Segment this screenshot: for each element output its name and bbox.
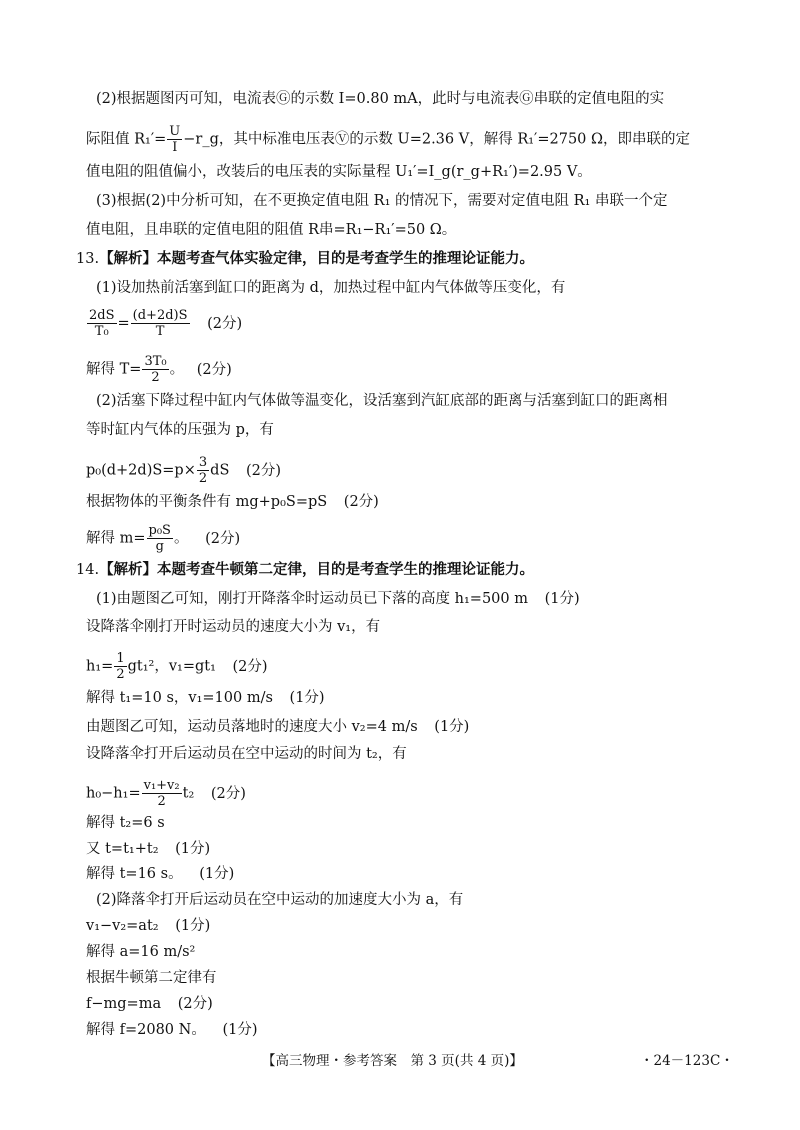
- text-line: (2)活塞下降过程中缸内气体做等温变化，设活塞到汽缸底部的距离与活塞到缸口的距离相: [96, 393, 668, 409]
- equation-line: h₀−h₁= $\frac{\text{v₁+v₂}}{2}$ t₂ (2分): [86, 778, 246, 809]
- text-line: (2)根据题图丙可知，电流表Ⓖ的示数 I=0.80 mA，此时与电流表Ⓖ串联的定值电阻的实: [96, 91, 665, 107]
- text-line: 等时缸内气体的压强为 p，有: [86, 422, 274, 438]
- text-line: 解得 f=2080 N。 (1分): [86, 1022, 258, 1038]
- text-line: 解得 t=16 s。 (1分): [86, 866, 235, 882]
- section-heading-13: 13.【解析】本题考查气体实验定律，目的是考查学生的推理论证能力。: [76, 250, 535, 267]
- text-line: 际阻值 R₁′= $\frac{U}{I}$ −r_g，其中标准电压表Ⓥ的示数 U=2.36 V，解得 R₁′=2750 Ω，即串联的定: [86, 124, 691, 155]
- text-line: 设降落伞打开后运动员在空中运动的时间为 t₂，有: [86, 746, 407, 762]
- text-line: 又 t=t₁+t₂ (1分): [86, 841, 211, 857]
- fraction: $\frac{\text{3T₀}}{2}$: [144, 354, 167, 385]
- text-line: (1)设加热前活塞到缸口的距离为 d，加热过程中缸内气体做等压变化，有: [96, 280, 566, 296]
- text-line: v₁−v₂=at₂ (1分): [86, 918, 211, 934]
- text-line: 解得 t₂=6 s: [86, 815, 165, 831]
- text-line: 解得 a=16 m/s²: [86, 944, 196, 960]
- fraction: $\frac{U}{I}$: [169, 124, 181, 155]
- fraction: $\frac{(d+2d)S}{T}$: [132, 308, 188, 339]
- text-line: 设降落伞刚打开时运动员的速度大小为 v₁，有: [86, 619, 381, 635]
- equation-line: 解得 m= $\frac{\text{p₀S}}{g}$ 。 (2分): [86, 523, 241, 554]
- text-line: (2)降落伞打开后运动员在空中运动的加速度大小为 a，有: [96, 892, 464, 908]
- footer-page-info: 【高三物理・参考答案 第 3 页(共 4 页)】: [262, 1053, 523, 1069]
- fraction: $\frac{\text{p₀S}}{g}$: [148, 523, 171, 554]
- fraction: $\frac{3}{2}$: [198, 455, 208, 486]
- footer-code: ・24－123C・: [640, 1053, 734, 1069]
- equation-line: h₁= $\frac{1}{2}$ gt₁²，v₁=gt₁ (2分): [86, 651, 268, 682]
- text-line: (3)根据(2)中分析可知，在不更换定值电阻 R₁ 的情况下，需要对定值电阻 R₁ 串联一个定: [96, 193, 668, 209]
- text-line: f−mg=ma (2分): [86, 996, 213, 1012]
- text-line: 根据物体的平衡条件有 mg+p₀S=pS (2分): [86, 494, 379, 510]
- text-line: 值电阻的阻值偏小，改装后的电压表的实际量程 U₁′=I_g(r_g+R₁′)=2.95 V。: [86, 164, 592, 180]
- fraction: $\frac{2dS}{\text{T₀}}$: [89, 308, 115, 339]
- equation-line: 解得 T= $\frac{\text{3T₀}}{2}$ 。 (2分): [86, 354, 232, 385]
- fraction: $\frac{\text{v₁+v₂}}{2}$: [143, 778, 180, 809]
- text-line: 根据牛顿第二定律有: [86, 970, 217, 986]
- text-line: (1)由题图乙可知，刚打开降落伞时运动员已下落的高度 h₁=500 m (1分): [96, 591, 580, 607]
- equation-line: $\frac{2dS}{\text{T₀}}$ = $\frac{(d+2d)S}{T}$ (2分): [89, 308, 243, 339]
- section-heading-14: 14.【解析】本题考查牛顿第二定律，目的是考查学生的推理论证能力。: [76, 561, 535, 578]
- text-line: 值电阻，且串联的定值电阻的阻值 R串=R₁−R₁′=50 Ω。: [86, 222, 457, 238]
- text-line: 由题图乙可知，运动员落地时的速度大小 v₂=4 m/s (1分): [86, 719, 470, 735]
- text-line: 解得 t₁=10 s，v₁=100 m/s (1分): [86, 690, 325, 706]
- equation-line: p₀(d+2d)S=p× $\frac{3}{2}$ dS (2分): [86, 455, 282, 486]
- fraction: $\frac{1}{2}$: [116, 651, 125, 682]
